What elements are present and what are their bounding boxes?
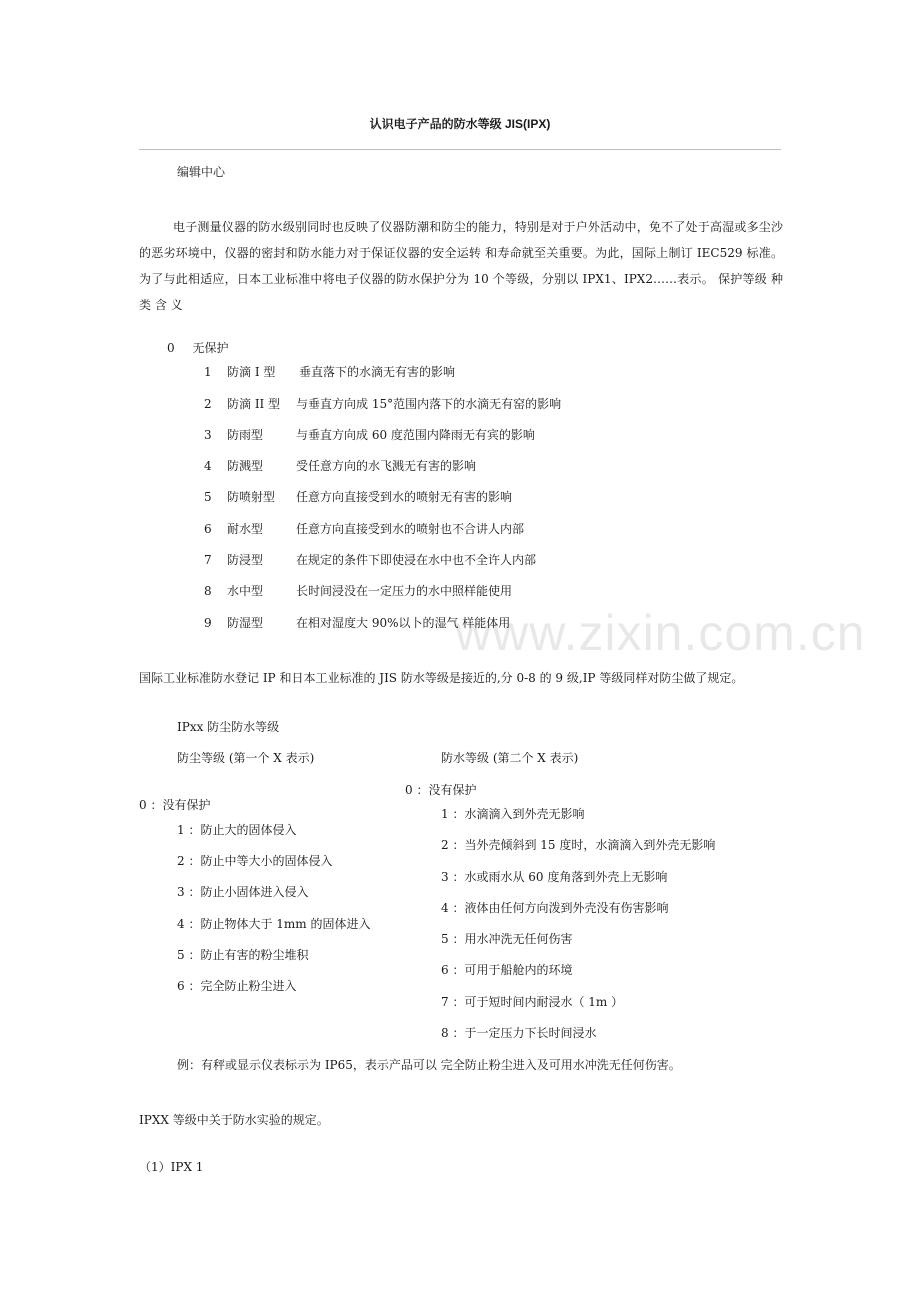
level-description: 在相对湿度大 90%以卜的湿气 样能体用: [296, 616, 511, 630]
level-number: 6: [204, 522, 212, 536]
level-name: 水中型: [227, 584, 264, 598]
jis-level-0: [167, 340, 228, 356]
water-item: 0 ：没有保护: [405, 783, 477, 797]
level-description: 与垂直方向成 60 度范围内降雨无有宾的影响: [296, 428, 535, 442]
level-name: 防喷射型: [227, 490, 276, 504]
level-name: 防滴 I 型: [227, 365, 276, 379]
level-name: 防雨型: [227, 428, 264, 442]
level-name: 防溅型: [227, 459, 264, 473]
title-divider: [139, 149, 781, 150]
section-ipx1-heading: （1）IPX 1: [139, 1160, 204, 1174]
dust-rating-heading: 防尘等级 (第一个 X 表示): [177, 751, 315, 765]
author-label: 编辑中心: [177, 165, 226, 179]
level-number: 1: [204, 365, 212, 379]
document-title: 认识电子产品的防水等级 JIS(IPX): [369, 117, 551, 131]
level-number: 4: [204, 459, 212, 473]
ipxx-rules-heading: IPXX 等级中关于防水实验的规定。: [139, 1113, 329, 1127]
level-description: 与垂直方向成 15°范围内落下的水滴无有窑的影响: [296, 397, 562, 411]
level-name: 耐水型: [227, 522, 264, 536]
water-item: 5 ：用水冲洗无任何伤害: [441, 932, 573, 946]
dust-item: 2 ：防止中等大小的固体侵入: [177, 854, 333, 868]
level-number: 2: [204, 397, 212, 411]
water-item: 7 ：可于短时间内耐浸水（ 1m ）: [441, 995, 624, 1009]
level-description: 垂直落下的水滴无有害的影响: [299, 365, 456, 379]
level-name: 防滴 II 型: [227, 397, 281, 411]
level-number: 3: [204, 428, 212, 442]
example-paragraph: 例：有秤或显示仪表标示为 IP65，表示产品可以 完全防止粉尘进入及可用水冲洗无任何伤害。: [177, 1058, 681, 1072]
dust-item: 4 ：防止物体大于 1mm 的固体进入: [177, 917, 371, 931]
level-name: 防湿型: [227, 616, 264, 630]
watermark-text: www.zixin.com.cn: [455, 605, 866, 661]
level-number: 0: [167, 341, 175, 355]
water-item: 4 ：液体由任何方向泼到外壳没有伤害影响: [441, 901, 669, 915]
water-rating-heading: 防水等级 (第二个 X 表示): [441, 751, 579, 765]
water-item: 1 ：水滴滴入到外壳无影响: [441, 807, 585, 821]
level-number: 5: [204, 490, 212, 504]
level-description: 任意方向直接受到水的喷射也不合讲人内部: [296, 522, 525, 536]
level-name: 无保护: [192, 341, 229, 355]
dust-item: 3 ：防止小固体进入侵入: [177, 885, 309, 899]
comparison-paragraph: 国际工业标准防水登记 IP 和日本工业标准的 JIS 防水等级是接近的,分 0-8 的 9 级,IP 等级同样对防尘做了规定。: [139, 671, 744, 685]
level-description: 任意方向直接受到水的喷射无有害的影响: [296, 490, 513, 504]
dust-item: 6 ：完全防止粉尘进入: [177, 979, 297, 993]
dust-item: 0 ：没有保护: [139, 798, 211, 812]
water-item: 6 ：可用于船舱内的环境: [441, 963, 573, 977]
water-item: 8 ：于一定压力下长时间浸水: [441, 1026, 597, 1040]
water-item: 2 ：当外壳倾斜到 15 度时，水滴滴入到外壳无影响: [441, 838, 716, 852]
level-description: 在规定的条件下即使浸在水中也不全许人内部: [296, 553, 537, 567]
level-number: 9: [204, 616, 212, 630]
level-name: 防浸型: [227, 553, 264, 567]
level-number: 7: [204, 553, 212, 567]
dust-item: 1 ：防止大的固体侵入: [177, 823, 297, 837]
intro-paragraph: 电子测量仪器的防水级别同时也反映了仪器防潮和防尘的能力，特别是对于户外活动中，免不了处于高湿或多尘沙的恶劣环境中，仪器的密封和防水能力对于保证仪器的安全运转 和寿命就至关重要。为此，国际上制订 IEC529 标准。为了与此相适应，日本工业标准中将电子仪器的防水保护分为 10 个等级，分别以 IPX1、IPX2……表示。 保护等级 种类 含 义: [139, 220, 783, 312]
level-description: 受任意方向的水飞溅无有害的影响: [296, 459, 477, 473]
level-description: 长时间浸没在一定压力的水中照样能使用: [296, 584, 513, 598]
level-number: 8: [204, 584, 212, 598]
dust-item: 5 ：防止有害的粉尘堆积: [177, 948, 309, 962]
ipxx-heading: IPxx 防尘防水等级: [177, 720, 280, 734]
water-item: 3 ：水或雨水从 60 度角落到外壳上无影响: [441, 870, 668, 884]
